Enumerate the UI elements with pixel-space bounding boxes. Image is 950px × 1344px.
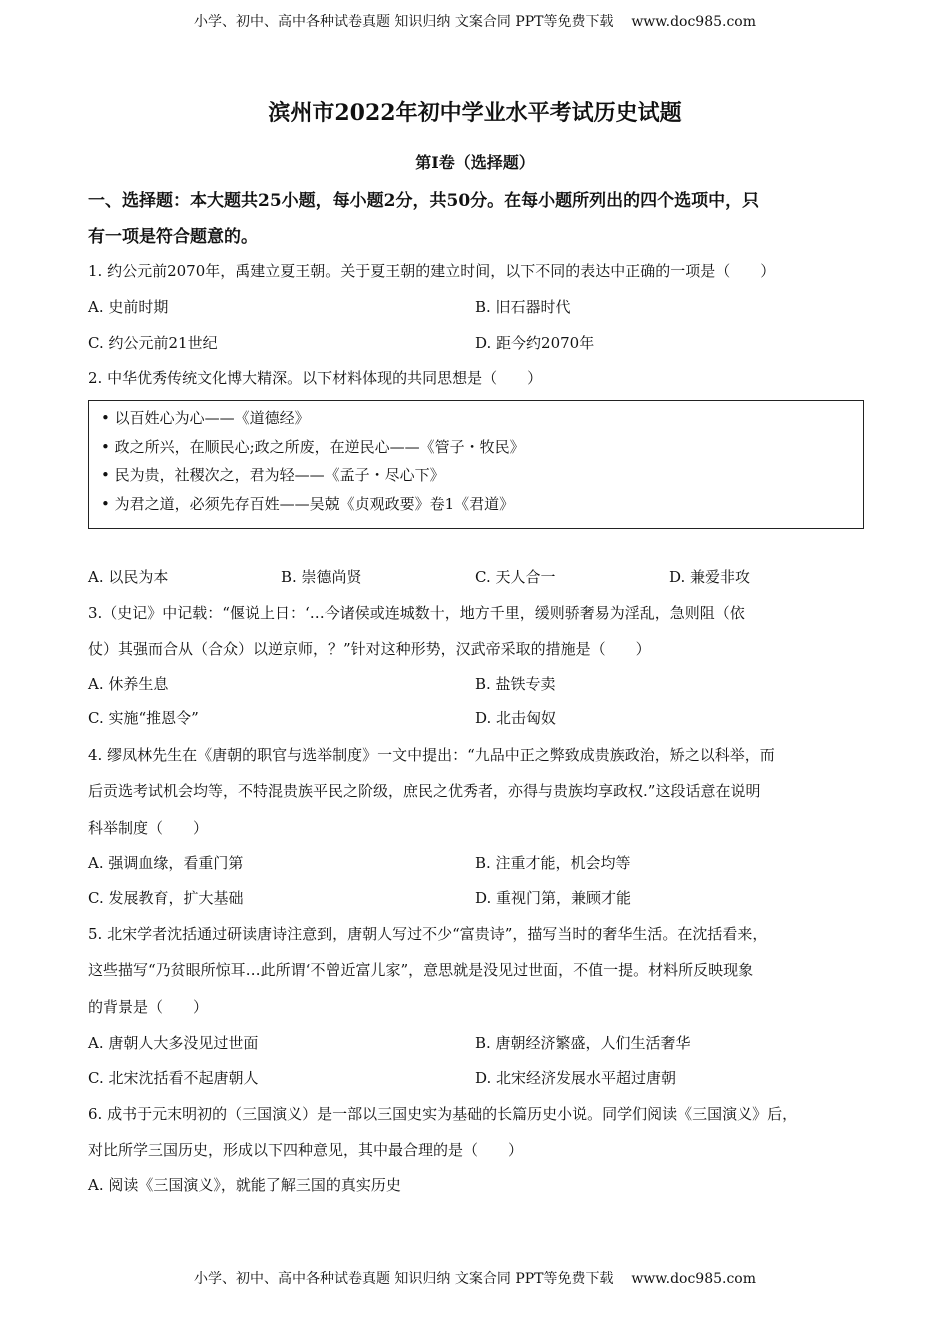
option: A. 休养生息 — [88, 675, 169, 693]
question-stem: 2. 中华优秀传统文化博大精深。以下材料体现的共同思想是（ ） — [88, 369, 543, 387]
option: A. 阅读《三国演义》，就能了解三国的真实历史 — [88, 1176, 401, 1194]
question-stem: 的背景是（ ） — [88, 998, 209, 1016]
option: B. 注重才能，机会均等 — [475, 854, 631, 872]
option: D. 北击匈奴 — [475, 709, 557, 727]
quote-line: • 政之所兴，在顺民心;政之所废，在逆民心——《管子・牧民》 — [101, 438, 525, 456]
page-title: 滨州市2022年初中学业水平考试历史试题 — [268, 100, 682, 126]
quote-line: • 以百姓心为心——《道德经》 — [101, 409, 310, 427]
question-stem: 后贡选考试机会均等，不特混贵族平民之阶级，庶民之优秀者，亦得与贵族均享政权.”这段话意在说明 — [88, 782, 761, 800]
question-stem: 3.（史记》中记载：“偃说上日：‘…今诸侯或连城数十，地方千里，缓则骄奢易为淫乱，急则阻（依 — [88, 604, 745, 622]
option: C. 实施“推恩令” — [88, 709, 199, 727]
header-text: 小学、初中、高中各种试卷真题 知识归纳 文案合同 PPT等免费下载 — [193, 14, 614, 30]
page-header — [0, 12, 950, 32]
option: B. 盐铁专卖 — [475, 675, 556, 693]
option: D. 兼爱非攻 — [669, 568, 751, 586]
option: A. 史前时期 — [88, 298, 169, 316]
option: C. 约公元前21世纪 — [88, 334, 218, 352]
option: B. 唐朝经济繁盛，人们生活奢华 — [475, 1034, 691, 1052]
option: C. 天人合一 — [475, 568, 556, 586]
option: D. 重视门第，兼顾才能 — [475, 889, 632, 907]
option: A. 强调血缘，看重门第 — [88, 854, 244, 872]
question-stem: 仗）其强而合从（合众）以逆京师，？”针对这种形势，汉武帝采取的措施是（ ） — [88, 640, 651, 658]
option: A. 以民为本 — [88, 568, 169, 586]
page-footer — [0, 1269, 950, 1289]
question-stem: 1. 约公元前2070年，禹建立夏王朝。关于夏王朝的建立时间，以下不同的表达中正确的一项是（ ） — [88, 262, 776, 280]
quote-line: • 民为贵，社稷次之，君为轻——《孟子・尽心下》 — [101, 466, 445, 484]
section-instructions: 一、选择题：本大题共25小题，每小题2分，共50分。在每小题所列出的四个选项中，只 — [88, 191, 760, 211]
option: D. 距今约2070年 — [475, 334, 595, 352]
question-stem: 科举制度（ ） — [88, 819, 209, 837]
footer-url: www.doc985.com — [631, 1271, 757, 1287]
question-stem: 5. 北宋学者沈括通过研读唐诗注意到，唐朝人写过不少“富贵诗”，描写当时的奢华生活。在沈括看来， — [88, 925, 768, 943]
part-title: 第Ⅰ卷（选择题） — [415, 153, 535, 172]
question-stem: 这些描写“乃贫眼所惊耳…此所谓‘不曾近富儿家”，意思就是没见过世面，不值一提。材料所反映现象 — [88, 961, 754, 979]
question-stem: 对比所学三国历史，形成以下四种意见，其中最合理的是（ ） — [88, 1141, 524, 1159]
question-stem: 6. 成书于元末明初的（三国演义）是一部以三国史实为基础的长篇历史小说。同学们阅读《三国演义》后， — [88, 1105, 798, 1123]
option: C. 发展教育，扩大基础 — [88, 889, 244, 907]
option: A. 唐朝人大多没见过世面 — [88, 1034, 259, 1052]
quote-box — [88, 400, 864, 529]
footer-text: 小学、初中、高中各种试卷真题 知识归纳 文案合同 PPT等免费下载 — [193, 1271, 614, 1287]
option: C. 北宋沈括看不起唐朝人 — [88, 1069, 259, 1087]
option: B. 崇德尚贤 — [281, 568, 362, 586]
header-url: www.doc985.com — [631, 14, 757, 30]
question-stem: 4. 缪凤林先生在《唐朝的职官与选举制度》一文中提出：“九品中正之弊致成贵族政治，矫之以科举，而 — [88, 746, 775, 764]
quote-line: • 为君之道，必须先存百姓——吴兢《贞观政要》卷1《君道》 — [101, 495, 515, 513]
option: D. 北宋经济发展水平超过唐朝 — [475, 1069, 677, 1087]
section-instructions: 有一项是符合题意的。 — [88, 227, 258, 247]
option: B. 旧石器时代 — [475, 298, 571, 316]
